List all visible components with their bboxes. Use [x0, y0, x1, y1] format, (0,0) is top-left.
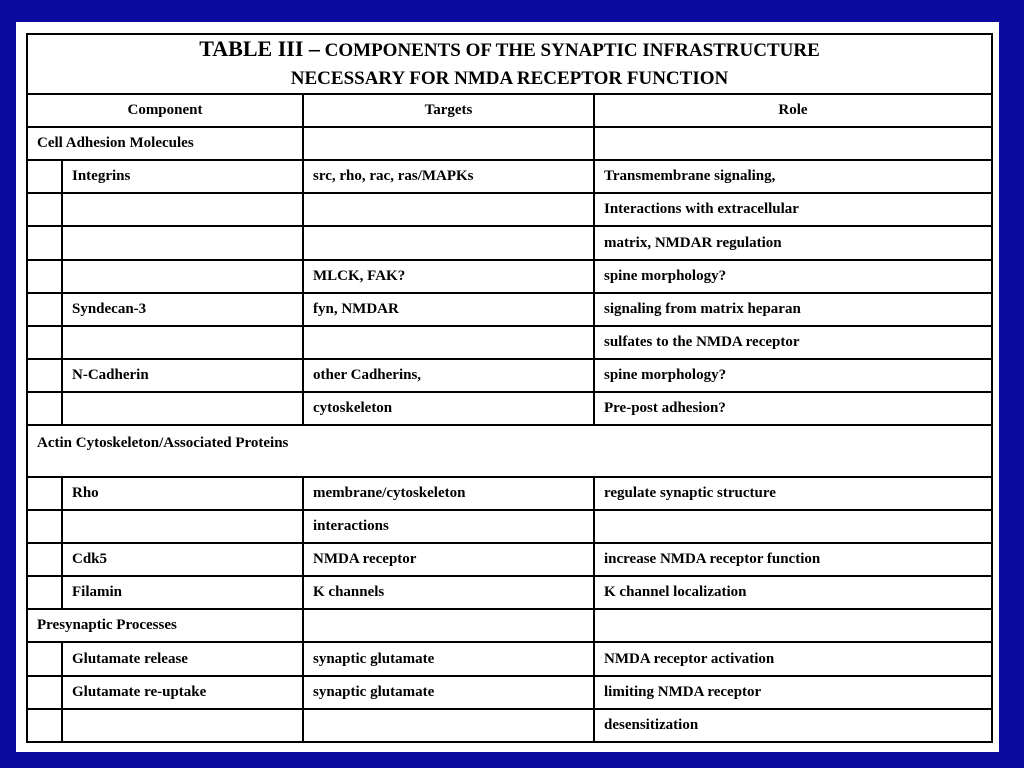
targets-cell: K channels [303, 576, 594, 609]
targets-cell: synaptic glutamate [303, 676, 594, 709]
indent-cell [27, 160, 62, 193]
indent-cell [27, 226, 62, 259]
empty-cell [594, 609, 992, 642]
targets-cell: MLCK, FAK? [303, 260, 594, 293]
targets-cell [303, 326, 594, 359]
header-role: Role [594, 94, 992, 127]
indent-cell [27, 642, 62, 675]
section-row [27, 425, 992, 477]
targets-cell: cytoskeleton [303, 392, 594, 425]
role-cell: matrix, NMDAR regulation [594, 226, 992, 259]
section-label: Cell Adhesion Molecules [27, 127, 303, 160]
table-row [27, 510, 992, 543]
table-row [27, 160, 992, 193]
indent-cell [27, 293, 62, 326]
component-cell [62, 326, 303, 359]
component-cell [62, 260, 303, 293]
role-cell: Transmembrane signaling, [594, 160, 992, 193]
table-row [27, 709, 992, 742]
table-title-row [27, 34, 992, 94]
role-cell: spine morphology? [594, 359, 992, 392]
header-row [27, 94, 992, 127]
indent-cell [27, 477, 62, 510]
component-cell: Integrins [62, 160, 303, 193]
table-row [27, 260, 992, 293]
empty-cell [594, 127, 992, 160]
targets-cell [303, 193, 594, 226]
component-cell: Cdk5 [62, 543, 303, 576]
indent-cell [27, 359, 62, 392]
targets-cell: src, rho, rac, ras/MAPKs [303, 160, 594, 193]
table-row [27, 326, 992, 359]
indent-cell [27, 326, 62, 359]
component-cell: Glutamate release [62, 642, 303, 675]
table-row [27, 226, 992, 259]
indent-cell [27, 260, 62, 293]
component-cell: Filamin [62, 576, 303, 609]
indent-cell [27, 676, 62, 709]
indent-cell [27, 193, 62, 226]
role-cell: desensitization [594, 709, 992, 742]
component-cell [62, 226, 303, 259]
table-row [27, 477, 992, 510]
synaptic-components-table [26, 33, 993, 743]
title-prefix: TABLE III – [199, 36, 320, 62]
role-cell [594, 510, 992, 543]
component-cell [62, 510, 303, 543]
table-title [27, 34, 992, 94]
targets-cell: fyn, NMDAR [303, 293, 594, 326]
table-row [27, 543, 992, 576]
role-cell: spine morphology? [594, 260, 992, 293]
component-cell: Glutamate re-uptake [62, 676, 303, 709]
role-cell: regulate synaptic structure [594, 477, 992, 510]
header-component: Component [27, 94, 303, 127]
component-cell: Syndecan-3 [62, 293, 303, 326]
role-cell: Pre-post adhesion? [594, 392, 992, 425]
component-cell [62, 193, 303, 226]
table-row [27, 392, 992, 425]
section-row [27, 127, 992, 160]
table-row [27, 293, 992, 326]
role-cell: NMDA receptor activation [594, 642, 992, 675]
section-label: Actin Cytoskeleton/Associated Proteins [27, 425, 992, 477]
component-cell [62, 392, 303, 425]
role-cell: limiting NMDA receptor [594, 676, 992, 709]
component-cell: Rho [62, 477, 303, 510]
role-cell: K channel localization [594, 576, 992, 609]
component-cell: N-Cadherin [62, 359, 303, 392]
targets-cell [303, 709, 594, 742]
targets-cell [303, 226, 594, 259]
indent-cell [27, 392, 62, 425]
component-cell [62, 709, 303, 742]
header-targets: Targets [303, 94, 594, 127]
role-cell: signaling from matrix heparan [594, 293, 992, 326]
title-line-1: COMPONENTS OF THE SYNAPTIC INFRASTRUCTURE [324, 40, 820, 62]
role-cell: Interactions with extracellular [594, 193, 992, 226]
role-cell: sulfates to the NMDA receptor [594, 326, 992, 359]
section-row [27, 609, 992, 642]
targets-cell: membrane/cytoskeleton [303, 477, 594, 510]
table-row [27, 676, 992, 709]
targets-cell: interactions [303, 510, 594, 543]
table-row [27, 193, 992, 226]
slide-page [16, 22, 999, 752]
section-label: Presynaptic Processes [27, 609, 303, 642]
table-row [27, 359, 992, 392]
table-row [27, 642, 992, 675]
indent-cell [27, 510, 62, 543]
indent-cell [27, 543, 62, 576]
targets-cell: other Cadherins, [303, 359, 594, 392]
indent-cell [27, 709, 62, 742]
title-line-2: NECESSARY FOR NMDA RECEPTOR FUNCTION [290, 68, 729, 90]
empty-cell [303, 127, 594, 160]
indent-cell [27, 576, 62, 609]
targets-cell: NMDA receptor [303, 543, 594, 576]
targets-cell: synaptic glutamate [303, 642, 594, 675]
role-cell: increase NMDA receptor function [594, 543, 992, 576]
table-row [27, 576, 992, 609]
empty-cell [303, 609, 594, 642]
